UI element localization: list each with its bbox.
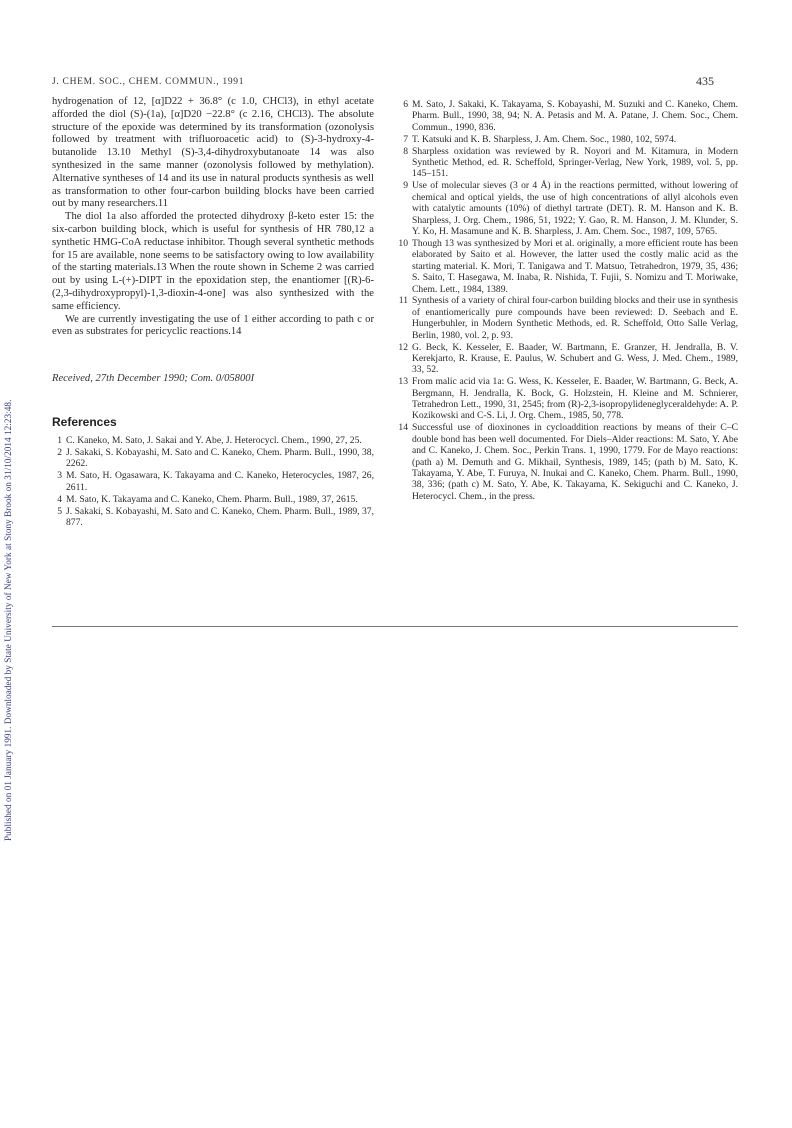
body-paragraph: We are currently investigating the use of 1 either according to path c or even as substrates for pericyclic reactions.14 (52, 313, 374, 338)
reference-text: J. Sakaki, S. Kobayashi, M. Sato and C. Kaneko, Chem. Pharm. Bull., 1989, 37, 877. (66, 505, 374, 528)
reference-number: 14 (398, 422, 408, 434)
footer-rule (52, 626, 738, 627)
reference-number: 8 (403, 145, 408, 157)
reference-text: T. Katsuki and K. B. Sharpless, J. Am. Chem. Soc., 1980, 102, 5974. (412, 133, 677, 145)
reference-number: 3 (57, 470, 62, 482)
reference-item (52, 494, 374, 505)
reference-text: From malic acid via 1a: G. Wess, K. Kesseler, E. Baader, W. Bartmann, G. Beck, A. Bergmann, H. Jendralla, K. Bock, G. Holzstein, H. Kleine and M. Schnierer, Tetrahedron Lett., 1990, 31, 2545; from (R)-2,3-isopropylideneglyceraldehyde: A. P. Kozikowski and C-S. Li, J. Org. Chem., 1985, 50, 778. (412, 376, 738, 422)
received-date: Received, 27th December 1990; Com. 0/05800I (52, 373, 255, 385)
reference-text: M. Sato, J. Sakaki, K. Takayama, S. Kobayashi, M. Suzuki and C. Kaneko, Chem. Pharm. Bull., 1990, 38, 94; N. A. Petasis and M. A. Patane, J. Chem. Soc., Chem. Commun., 1990, 836. (412, 99, 738, 133)
reference-number: 2 (57, 447, 62, 459)
reference-item (398, 180, 738, 237)
reference-item (52, 435, 374, 446)
reference-text: M. Sato, K. Takayama and C. Kaneko, Chem. Pharm. Bull., 1989, 37, 2615. (66, 493, 358, 505)
reference-item (398, 422, 738, 502)
reference-item (398, 238, 738, 295)
reference-text: Synthesis of a variety of chiral four-carbon building blocks and their use in synthesis of enantiomerically pure compounds have been reviewed: D. Seebach and E. Hungerbuhler, in Modern Synthetic Methods, ed. R. Scheffold, Otto Salle Verlag, Berlin, 1980, vol. 2, p. 93. (412, 295, 738, 341)
reference-number: 7 (403, 133, 408, 145)
reference-text: M. Sato, H. Ogasawara, K. Takayama and C. Kaneko, Heterocycles, 1987, 26, 2611. (66, 470, 374, 493)
reference-number: 10 (398, 237, 408, 249)
reference-text: J. Sakaki, S. Kobayashi, M. Sato and C. Kaneko, Chem. Pharm. Bull., 1990, 38, 2262. (66, 447, 374, 470)
reference-number: 12 (398, 341, 408, 353)
body-paragraph: The diol 1a also afforded the protected dihydroxy β-keto ester 15: the six-carbon building block, which is useful for synthesis of HR 780,12 a synthetic HMG-CoA reductase inhibitor. Though several synthetic methods for 15 are available, none seems to be satisfactory owing to low availability of the starting materials.13 When the route shown in Scheme 2 was carried out by using L-(+)-DIPT in the epoxidation step, the enantiomer [(R)-6-(2,3-dihydroxypropyl)-1,3-dioxin-4-one] was also synthesized with the same efficiency. (52, 211, 374, 312)
reference-text: Sharpless oxidation was reviewed by R. Noyori and M. Kitamura, in Modern Synthetic Method, ed. R. Scheffold, Springer-Verlag, New York, 1989, vol. 5, pp. 145–151. (412, 145, 738, 180)
reference-item (398, 134, 738, 145)
download-stamp: Published on 01 January 1991. Downloaded by State University of New York at Stony Brook on 31/10/2014 12:23:48. (3, 399, 13, 841)
reference-text: G. Beck, K. Kesseler, E. Baader, W. Bartmann, E. Granzer, H. Jendralla, B. V. Kerekjarto, R. Krause, E. Paulus, W. Schubert and G. Wess, J. Med. Chem., 1989, 33, 52. (412, 341, 738, 376)
reference-item (398, 342, 738, 376)
right-column (398, 99, 738, 503)
left-column (52, 96, 374, 529)
reference-text: C. Kaneko, M. Sato, J. Sakai and Y. Abe, J. Heterocycl. Chem., 1990, 27, 25. (66, 435, 362, 447)
reference-text: Successful use of dioxinones in cycloaddition reactions by means of their C–C double bond has been well documented. For Diels–Alder reactions: M. Sato, Y. Abe and C. Kaneko, J. Chem. Soc., Perkin Trans. 1, 1990, 1779. For de Mayo reactions: (path a) M. Demuth and G. Mikhail, Synthesis, 1989, 145; (path b) M. Sato, K. Takayama, Y. Abe, T. Furuya, N. Inukai and C. Kaneko, Chem. Pharm. Bull., 1990, 38, 336; (path c) M. Sato, Y. Abe, K. Takayama, K. Sekiguchi and C. Kaneko, J. Heterocycl. Chem., in the press. (412, 422, 738, 502)
reference-text: Though 13 was synthesized by Mori et al. originally, a more efficient route has been elaborated by Saito et al. However, the latter used the costly malic acid as the starting material. K. Mori, T. Tanigawa and T. Matsuo, Tetrahedron, 1979, 35, 436; S. Saito, T. Hasegawa, M. Inaba, R. Nishida, T. Fujii, S. Nomizu and T. Moriwake, Chem. Lett., 1984, 1389. (412, 237, 738, 295)
reference-number: 9 (403, 180, 408, 192)
reference-item (52, 470, 374, 493)
running-header: J. CHEM. SOC., CHEM. COMMUN., 1991 (52, 77, 245, 87)
reference-item (398, 146, 738, 180)
references-heading: References (52, 415, 117, 430)
reference-item (52, 506, 374, 529)
reference-number: 4 (57, 493, 62, 505)
reference-text: Use of molecular sieves (3 or 4 Å) in the reactions permitted, without lowering of chemical and optical yields, the use of high concentrations of allyl alcohols even with catalytic amounts (10%) of diethyl tartrate (DET). R. M. Hanson and K. B. Sharpless, J. Org. Chem., 1986, 51, 1922; Y. Gao, R. M. Hanson, J. M. Klunder, S. Y. Ko, H. Masamune and K. B. Sharpless, J. Am. Chem. Soc., 1987, 109, 5765. (412, 180, 738, 237)
reference-number: 11 (398, 295, 408, 307)
reference-number: 5 (57, 505, 62, 517)
page-number: 435 (696, 74, 714, 88)
body-paragraph: hydrogenation of 12, [α]D22 + 36.8° (c 1.0, CHCl3), in ethyl acetate afforded the diol (S)-(1a), [α]D20 −22.8° (c 2.16, CHCl3). The absolute structure of the epoxide was determined by its transformation (ozonolysis followed by treatment with trifluoroacetic acid) to (S)-3-hydroxy-4-butanolide 13.10 Methyl (S)-3,4-dihydroxybutanoate 14 was also synthesized in the same manner (ozonolysis followed by methylation). Alternative syntheses of 14 and its use in natural products synthesis as well as transformation to other four-carbon building blocks have been carried out by many researchers.11 (52, 96, 374, 210)
reference-number: 1 (57, 435, 62, 447)
reference-item (398, 99, 738, 133)
reference-number: 6 (403, 99, 408, 110)
reference-item (52, 447, 374, 470)
reference-item (398, 376, 738, 422)
reference-item (398, 295, 738, 341)
reference-number: 13 (398, 376, 408, 388)
